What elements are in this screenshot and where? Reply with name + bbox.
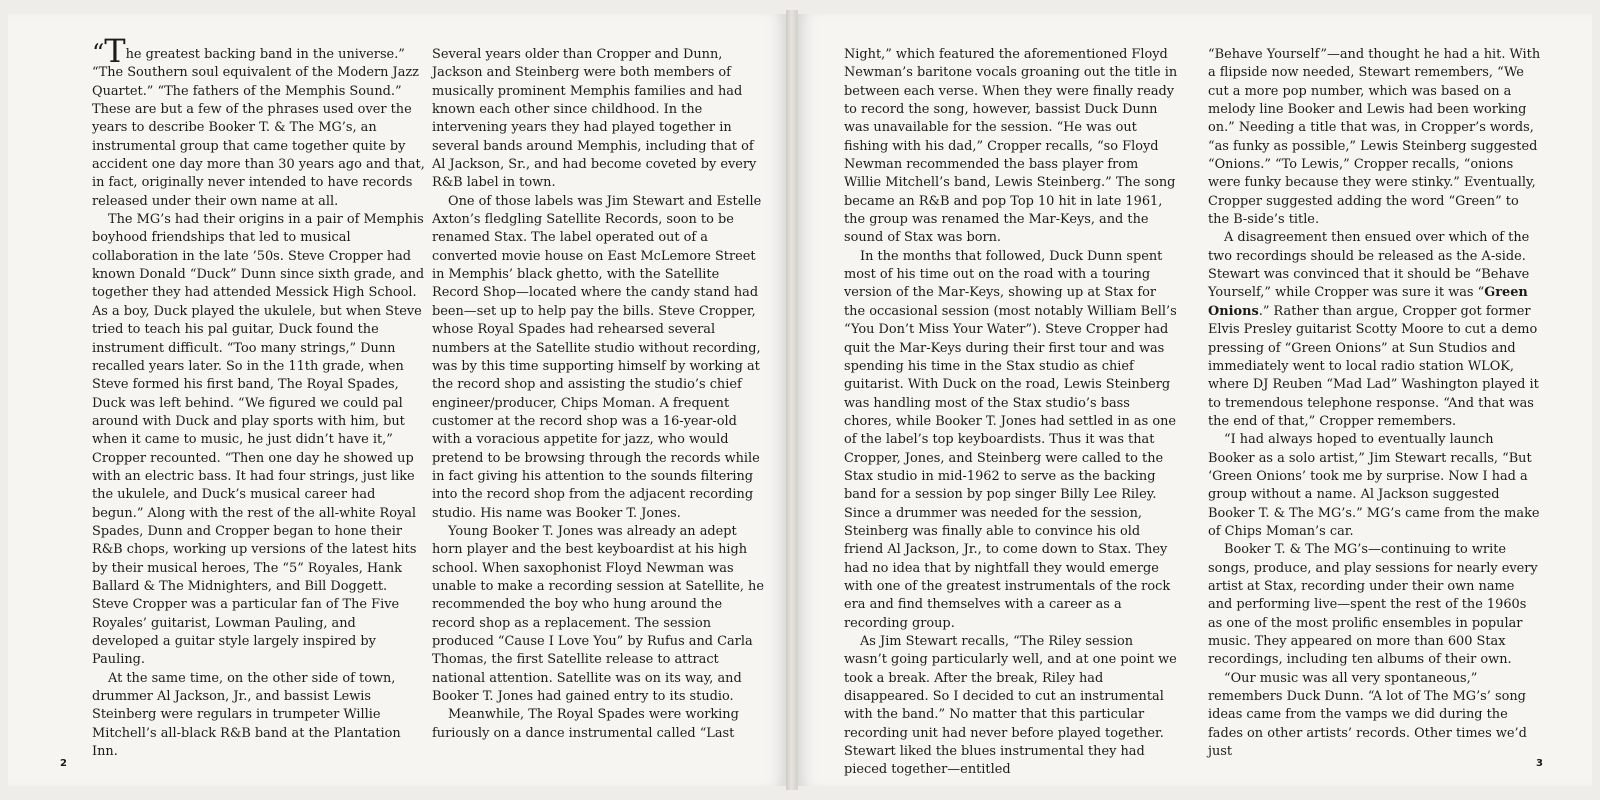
dropcap-letter: T [104, 32, 126, 70]
paragraph: Young Booker T. Jones was already an adept horn player and the best keyboardist at his high school. When saxophonist Floyd Newman was unable to make a recording session at Satellite, he recommended the boy who hung around the record shop as a replacement. The session produced “Cause I Love You” by Rufus and Carla Thomas, the first Satellite release to attract national attention. Satellite was on its way, and Booker T. Jones had gained entry to its studio. [432, 523, 764, 705]
opening-quote-mark: “ [92, 39, 105, 67]
paragraph: Booker T. & The MG’s—continuing to write songs, produce, and play sessions for nearly every artist at Stax, recording under their own name and performing live—spent the rest of the 1960s as one of the most prolific ensembles in popular music. They appeared on more than 600 Stax recordings, including ten albums of their own. [1208, 542, 1538, 668]
paragraph: The MG’s had their origins in a pair of Memphis boyhood friendships that led to musical collaboration in the late ’50s. Steve Cropper had known Donald “Duck” Dunn since sixth grade, and together they had attended Messick High School. As a boy, Duck played the ukulele, but when Steve tried to teach his pal guitar, Duck found the instrument difficult. “Too many strings,” Dunn recalled years later. So in the 11th grade, when Steve formed his first band, The Royal Spades, Duck was left behind. “We figured we could pal around with Duck and play sports with him, but when it came to music, he just didn’t have it,” Cropper recounted. “Then one day he showed up with an electric bass. It had four strings, just like the ukulele, and Duck’s musical career had begun.” Along with the rest of the all-white Royal Spades, Dunn and Cropper began to hone their R&B chops, working up versions of the latest hits by their musical heroes, The “5” Royales, Hank Ballard & The Midnighters, and Bill Doggett. Steve Cropper was a particular fan of The Five Royales’ guitarist, Lowman Pauling, and developed a guitar style largely inspired by Pauling. [92, 212, 425, 668]
text-column-3 [844, 46, 1178, 780]
page-gutter [786, 10, 798, 790]
paragraph-text: A disagreement then ensued over which of the two recordings should be released as the A-side. Stewart was convinced that it should be “Behave Yourself,” while Cropper was sure it was “ [1208, 230, 1530, 301]
paragraph: As Jim Stewart recalls, “The Riley session wasn’t going particularly well, and at one point we took a break. After the break, Riley had disappeared. So I decided to cut an instrumental with the band.” No matter that this particular recording unit had never before played together. Stewart liked the blues instrumental they had pieced together—entitled [844, 634, 1177, 778]
text-column-4 [1208, 46, 1542, 761]
page-number-right: 3 [1536, 758, 1543, 769]
page-number-left: 2 [60, 758, 67, 769]
opening-paragraph [92, 32, 426, 211]
paragraph: “I had always hoped to eventually launch Booker as a solo artist,” Jim Stewart recalls, “But ‘Green Onions’ took me by surprise. Now I had a group without a name. Al Jackson suggested Booker T. & The MG’s.” MG’s came from the make of Chips Moman’s car. [1208, 432, 1540, 539]
paragraph: “Our music was all very spontaneous,” remembers Duck Dunn. “A lot of The MG’s’ song ideas came from the vamps we did during the fades on other artists’ records. Other times we’d just [1208, 670, 1527, 760]
paragraph [1208, 229, 1542, 431]
text-column-1 [92, 32, 426, 761]
text-column-2 [432, 46, 766, 743]
paragraph: Several years older than Cropper and Dunn, Jackson and Steinberg were both members of musically prominent Memphis families and had known each other since childhood. In the intervening years they had played together in several bands around Memphis, including that of Al Jackson, Sr., and had become coveted by every R&B label in town. [432, 47, 757, 191]
paragraph: “Behave Yourself”—and thought he had a hit. With a flipside now needed, Stewart remembers, “We cut a more pop number, which was based on a melody line Booker and Lewis had been working on.” Needing a title that was, in Cropper’s words, “as funky as possible,” Lewis Steinberg suggested “Onions.” “To Lewis,” Cropper recalls, “onions were funky because they were stinky.” Eventually, Cropper suggested adding the word “Green” to the B-side’s title. [1208, 47, 1541, 228]
paragraph: One of those labels was Jim Stewart and Estelle Axton’s fledgling Satellite Records, soon to be renamed Stax. The label operated out of a converted movie house on East McLemore Street in Memphis’ black ghetto, with the Satellite Record Shop—located where the candy stand had been—set up to help pay the bills. Steve Cropper, whose Royal Spades had rehearsed several numbers at the Satellite studio without recording, was by this time supporting himself by working at the record shop and assisting the studio’s chief engineer/producer, Chips Moman. A frequent customer at the record shop was a 16-year-old with a voracious appetite for jazz, who would pretend to be browsing through the records while in fact giving his attention to the sounds filtering into the record shop from the adjacent recording studio. His name was Booker T. Jones. [432, 193, 762, 521]
paragraph: Meanwhile, The Royal Spades were working furiously on a dance instrumental called “Last [432, 707, 739, 741]
paragraph: Night,” which featured the aforementioned Floyd Newman’s baritone vocals groaning out the title in between each verse. When they were finally ready to record the song, however, bassist Duck Dunn was unavailable for the session. “He was out fishing with his dad,” Cropper recalls, “so Floyd Newman recommended the bass player from Willie Mitchell’s band, Lewis Steinberg.” The song became an R&B and pop Top 10 hit in late 1961, the group was renamed the Mar-Keys, and the sound of Stax was born. [844, 47, 1178, 246]
song-title-bold: Green Onions [1208, 285, 1528, 319]
paragraph: In the months that followed, Duck Dunn spent most of his time out on the road with a touring version of the Mar-Keys, showing up at Stax for the occasional session (most notably William Bell’s “You Don’t Miss Your Water”). Steve Cropper had quit the Mar-Keys during their first tour and was spending his time in the Stax studio as chief guitarist. With Duck on the road, Lewis Steinberg was handling most of the Stax studio’s bass chores, while Booker T. Jones had settled in as one of the label’s top keyboardists. Thus it was that Cropper, Jones, and Steinberg were called to the Stax studio in mid-1962 to serve as the backing band for a session by pop singer Billy Lee Riley. Since a drummer was needed for the session, Steinberg was finally able to convince his old friend Al Jackson, Jr., to come down to Stax. They had no idea that by nightfall they would emerge with one of the greatest instrumentals of the rock era and find themselves with a career as a recording group. [844, 248, 1177, 631]
paragraph-text: .” Rather than argue, Cropper got former Elvis Presley guitarist Scotty Moore to cut a demo pressing of “Green Onions” at Sun Studios and immediately went to local radio station WLOK, where DJ Reuben “Mad Lad” Washington played it to tremendous telephone response. “And that was the end of that,” Cropper remembers. [1208, 303, 1539, 429]
paragraph: At the same time, on the other side of town, drummer Al Jackson, Jr., and bassist Lewis Steinberg were regulars in trumpeter Willie Mitchell’s all-black R&B band at the Plantation Inn. [92, 670, 401, 760]
paragraph-text: he greatest backing band in the universe.” “The Southern soul equivalent of the Modern Jazz Quartet.” “The fathers of the Memphis Sound.” These are but a few of the phrases used over the years to describe Booker T. & The MG’s, an instrumental group that came together quite by accident one day more than 30 years ago and that, in fact, originally never intended to have records released under their own name at all. [92, 47, 425, 209]
